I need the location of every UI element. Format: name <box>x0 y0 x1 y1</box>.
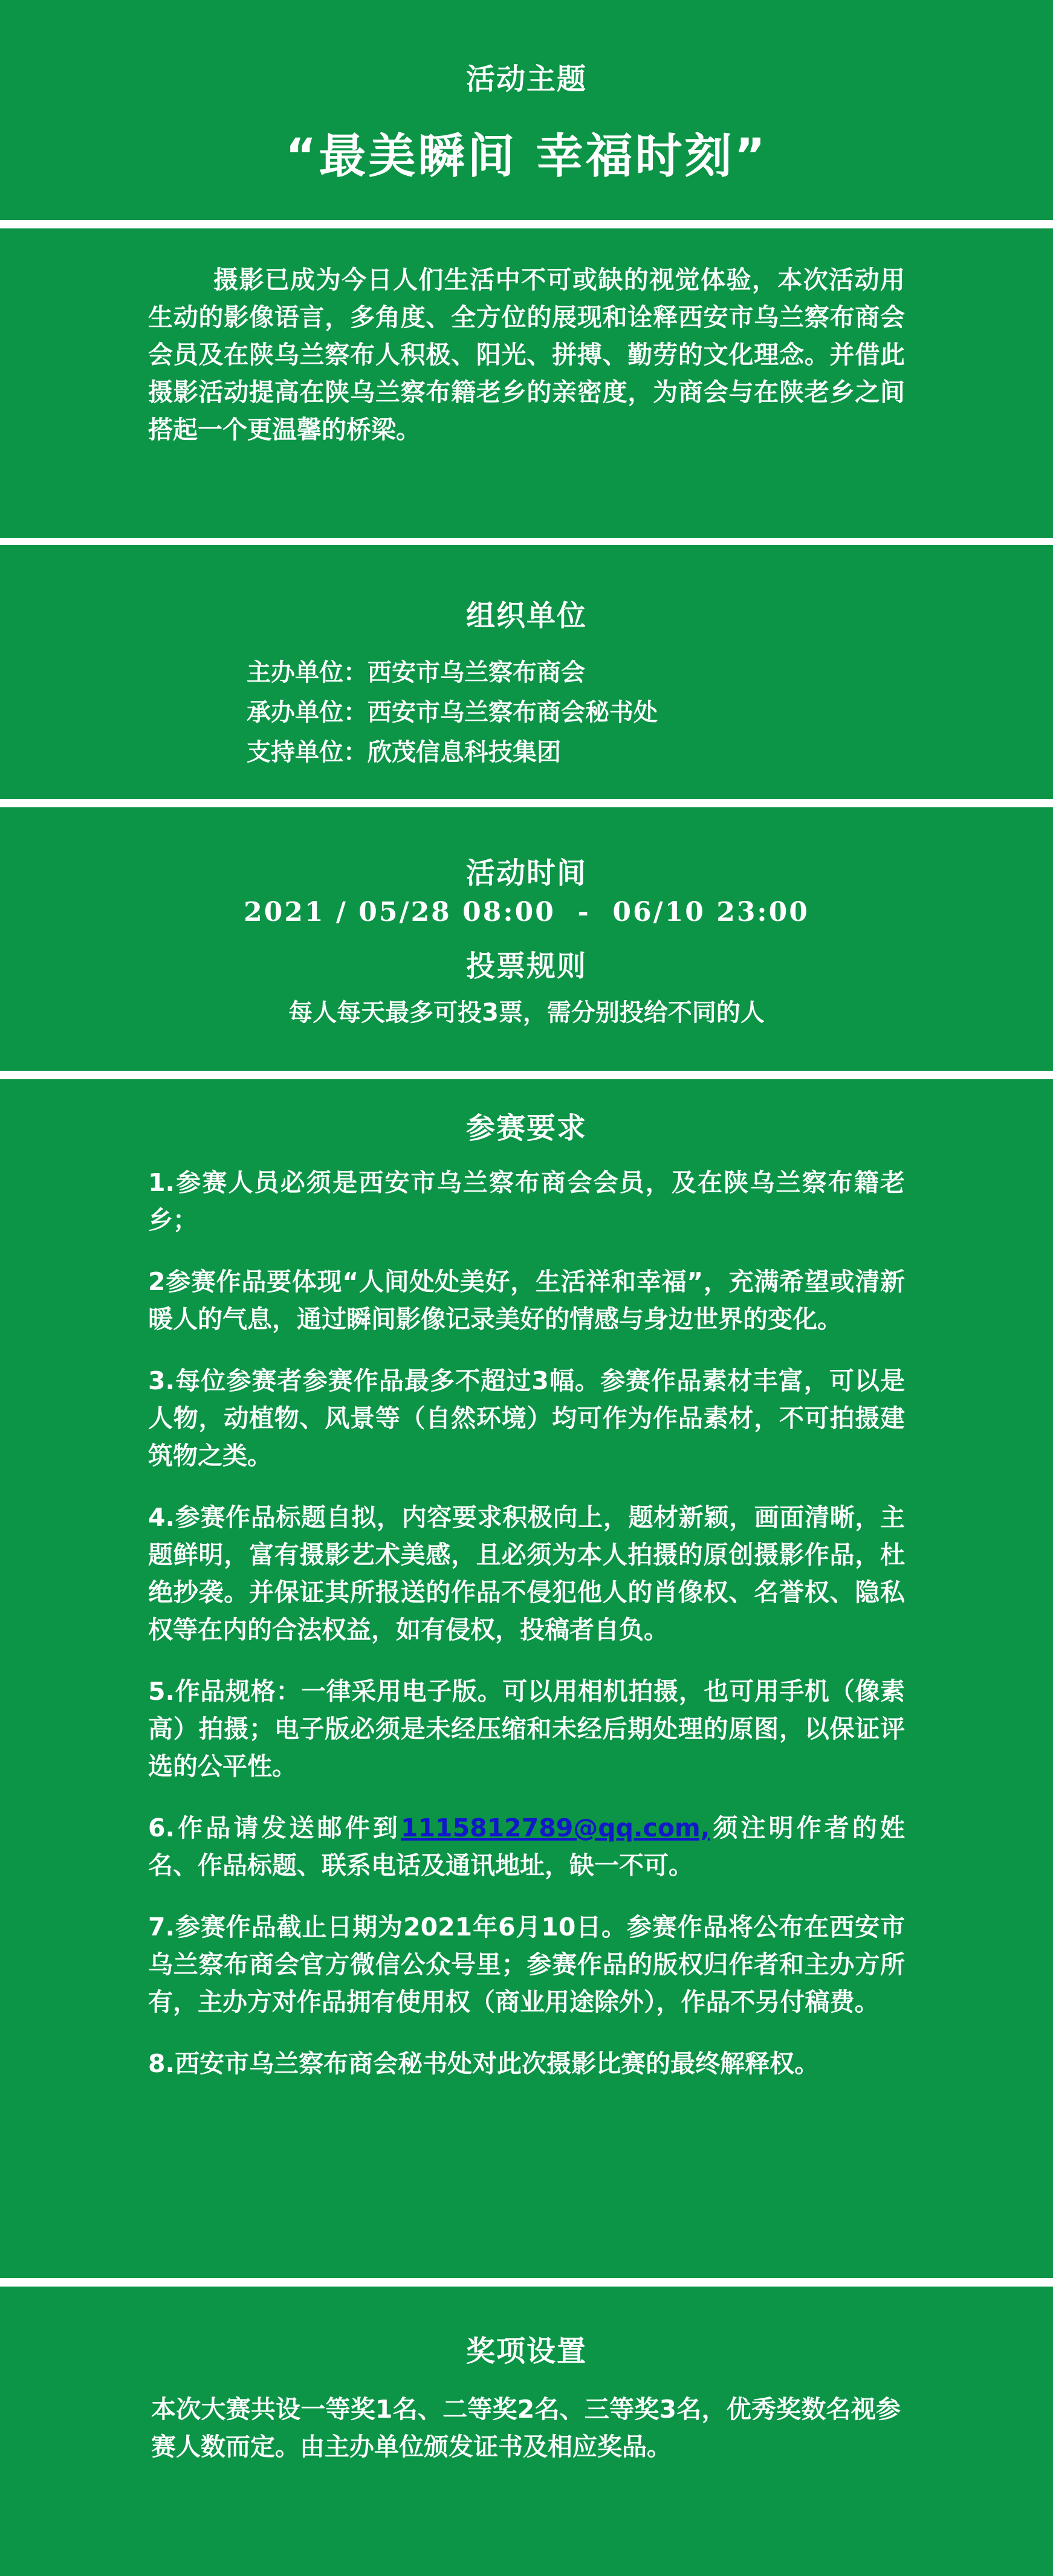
requirements-section <box>0 1079 1053 2278</box>
theme-section <box>0 0 1053 220</box>
requirement-item-2: 2参赛作品要体现“人间处处美好，生活祥和幸福”，充满希望或清新暖人的气息，通过瞬间影像记录美好的情感与身边世界的变化。 <box>148 1267 905 1334</box>
schedule-section <box>0 807 1053 1071</box>
intro-text: 摄影已成为今日人们生活中不可或缺的视觉体验，本次活动用生动的影像语言，多角度、全方位的展现和诠释西安市乌兰察布商会会员及在陕乌兰察布人积极、阳光、拼搏、勤劳的文化理念。并借此摄影活动提高在陕乌兰察布籍老乡的亲密度，为商会与在陕老乡之间搭起一个更温馨的桥梁。 <box>148 265 905 444</box>
organizer-host: 主办单位：西安市乌兰察布商会 <box>247 659 585 686</box>
requirement-item-6-suffix: 须注明作者的姓名、作品标题、联系电话及通讯地址，缺一不可。 <box>148 1813 905 1880</box>
requirement-item-5: 5.作品规格：一律采用电子版。可以用相机拍摄，也可用手机（像素高）拍摄；电子版必须是未经压缩和未经后期处理的原图，以保证评选的公平性。 <box>148 1677 905 1781</box>
vote-rule: 每人每天最多可投3票，需分别投给不同的人 <box>288 999 765 1027</box>
theme-label: 活动主题 <box>465 62 587 96</box>
requirement-item-8: 8.西安市乌兰察布商会秘书处对此次摄影比赛的最终解释权。 <box>148 2049 820 2078</box>
requirement-item-3: 3.每位参赛者参赛作品最多不超过3幅。参赛作品素材丰富，可以是人物，动植物、风景等（自然环境）均可作为作品素材，不可拍摄建筑物之类。 <box>148 1366 905 1470</box>
vote-heading: 投票规则 <box>465 949 587 983</box>
email-link[interactable]: 1115812789@qq.com, <box>400 1813 710 1842</box>
requirement-item-1: 1.参赛人员必须是西安市乌兰察布商会会员，及在陕乌兰察布籍老乡； <box>148 1168 905 1235</box>
organizer-supporter: 支持单位：欣茂信息科技集团 <box>247 738 561 766</box>
organizer-list <box>247 653 912 772</box>
awards-section <box>0 2287 1053 2576</box>
organizers-heading: 组织单位 <box>465 599 587 633</box>
requirement-item-6-prefix: 6.作品请发送邮件到 <box>148 1813 401 1842</box>
schedule-heading: 活动时间 <box>465 856 587 890</box>
requirements-heading: 参赛要求 <box>465 1111 587 1145</box>
requirement-item-6 <box>148 1809 905 1884</box>
requirements-list <box>148 1164 905 2082</box>
requirement-item-4: 4.参赛作品标题自拟，内容要求积极向上，题材新颖，画面清晰，主题鲜明，富有摄影艺术美感，且必须为本人拍摄的原创摄影作品，杜绝抄袭。并保证其所报送的作品不侵犯他人的肖像权、名誉权、隐私权等在内的合法权益，如有侵权，投稿者自负。 <box>148 1503 905 1644</box>
organizers-section <box>0 545 1053 799</box>
organizer-undertaker: 承办单位：西安市乌兰察布商会秘书处 <box>247 699 658 726</box>
requirement-item-7: 7.参赛作品截止日期为2021年6月10日。参赛作品将公布在西安市乌兰察布商会官方微信公众号里；参赛作品的版权归作者和主办方所有，主办方对作品拥有使用权（商业用途除外），作品不另付稿费。 <box>148 1913 905 2016</box>
awards-text: 本次大赛共设一等奖1名、二等奖2名、三等奖3名，优秀奖数名视参赛人数而定。由主办单位颁发证书及相应奖品。 <box>151 2395 901 2461</box>
intro-section <box>0 228 1053 538</box>
theme-title: “最美瞬间 幸福时刻” <box>285 129 768 184</box>
event-time: 2021 / 05/28 08:00 - 06/10 23:00 <box>244 897 809 928</box>
awards-heading: 奖项设置 <box>465 2334 587 2368</box>
